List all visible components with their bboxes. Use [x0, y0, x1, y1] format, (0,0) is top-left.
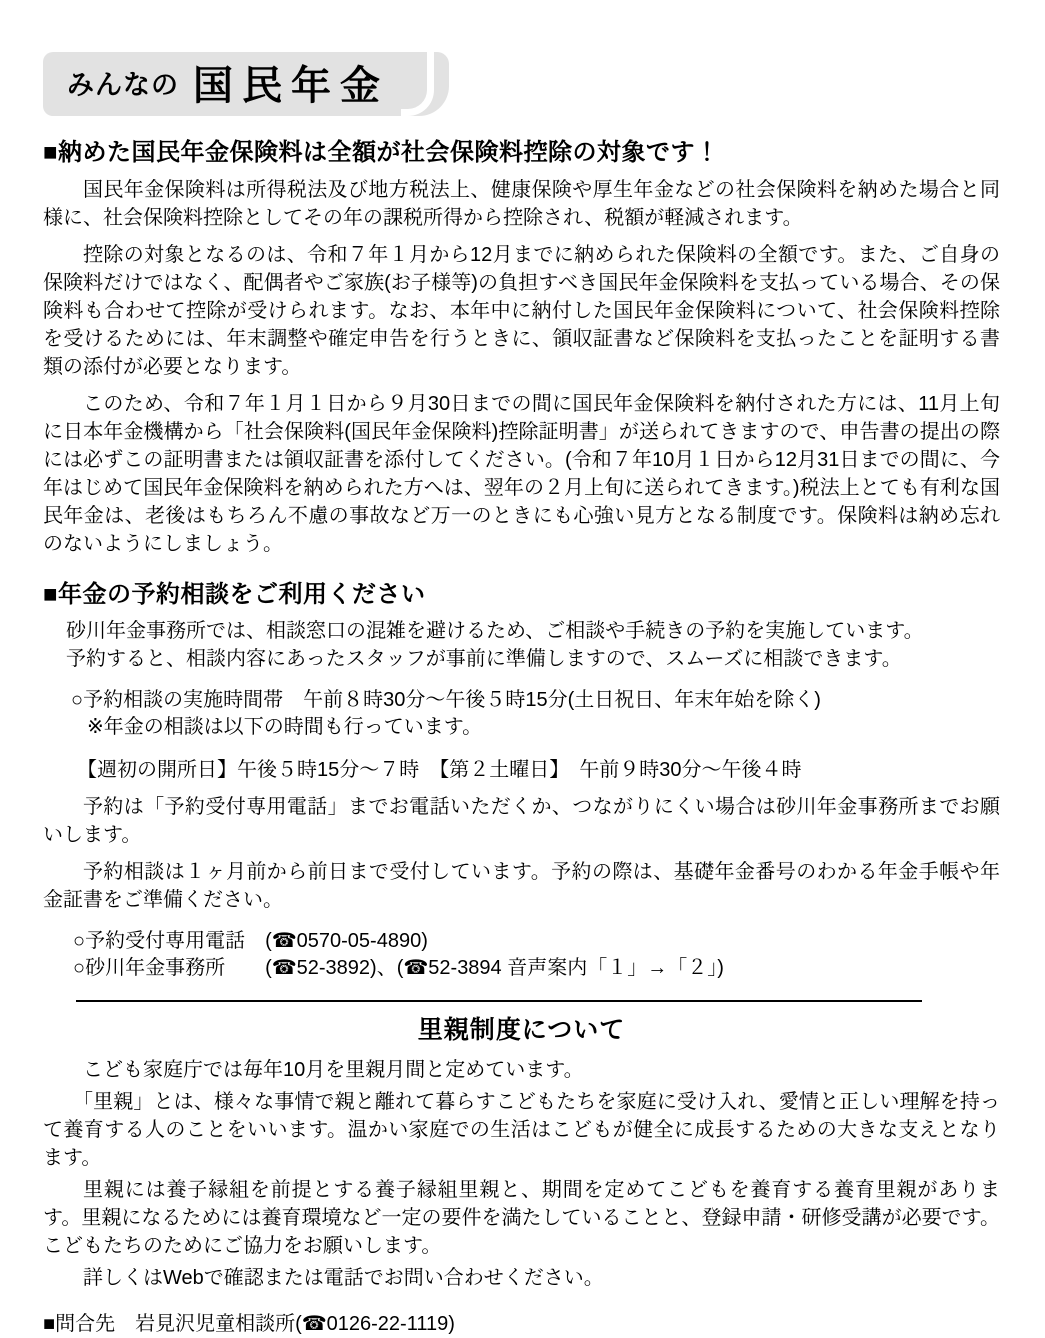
paragraph-reservation-2: 予約相談は１ヶ月前から前日まで受付しています。予約の際は、基礎年金番号のわかる年金手帳や年金証書をご準備ください。	[43, 861, 1000, 911]
paragraph-deduction-3: このため、令和７年１月１日から９月30日までの間に国民年金保険料を納付された方には、11月上旬に日本年金機構から「社会保険料(国民年金保険料)控除証明書」が送られてきますので、申告書の提出の際には必ずこの証明書または領収証書を添付してください。(令和７年10月１日から12月31日までの間に、今年はじめて国民年金保険料を納められた方へは、翌年の２月上旬に送られてきます。)税法上とても有利な国民年金は、老後はもちろん不慮の事故など万一のときにも心強い見方となる制度です。保険料は納め忘れのないようにしましょう。	[43, 393, 1000, 555]
paragraph-foster-2: 「里親」とは、様々な事情で親と離れて暮らすこどもたちを家庭に受け入れ、愛情と正しい理解を持って養育する人のことをいいます。温かい家庭での生活はこどもが健全に成長するための大きな支えとなります。	[43, 1091, 1000, 1169]
national-pension-badge	[43, 52, 449, 116]
pension-deduction-section	[43, 132, 1000, 558]
badge-prefix-label: みんなの	[67, 69, 179, 100]
reservation-hours-note: ※年金の相談は以下の時間も行っています。	[87, 716, 483, 738]
paragraph-foster-1: こども家庭庁では毎年10月を里親月間と定めています。	[83, 1059, 584, 1081]
foster-contact-info: ■問合先 岩見沢児童相談所(☎0126-22-1119)	[43, 1313, 455, 1335]
paragraph-deduction-1: 国民年金保険料は所得税法及び地方税法上、健康保険や厚生年金などの社会保険料を納めた場合と同様に、社会保険料控除としてその年の課税所得から控除され、税額が軽減されます。	[43, 179, 1000, 229]
section-heading-deduction: ■納めた国民年金保険料は全額が社会保険料控除の対象です！	[43, 139, 720, 166]
paragraph-foster-3: 里親には養子縁組を前提とする養子縁組里親と、期間を定めてこどもを養育する養育里親があります。里親になるためには養育環境など一定の要件を満たしていることと、登録申請・研修受講が必要です。こどもたちのためにご協力をお願いします。	[43, 1179, 1000, 1257]
reservation-intro	[66, 617, 1000, 673]
phone-reservation-dedicated: ○予約受付専用電話 (☎0570-05-4890)	[73, 930, 428, 952]
pension-reservation-section	[43, 574, 1000, 982]
paragraph-reservation-1: 予約は「予約受付専用電話」までお電話いただくか、つながりにくい場合は砂川年金事務所までお願いします。	[43, 796, 1000, 846]
foster-system-section	[43, 1010, 1000, 1338]
paragraph-foster-4: 詳しくはWebで確認または電話でお問い合わせください。	[83, 1267, 604, 1289]
foster-section-heading: 里親制度について	[417, 1016, 626, 1044]
section-divider	[76, 1000, 922, 1002]
phone-sunagawa-office: ○砂川年金事務所 (☎52-3892)、(☎52-3894 音声案内「１」→「２」)	[73, 957, 724, 979]
section-heading-reservation: ■年金の予約相談をご利用ください	[43, 581, 426, 608]
reservation-intro-line-1: 砂川年金事務所では、相談窓口の混雑を避けるため、ご相談や手続きの予約を実施しています。	[66, 620, 924, 642]
reservation-intro-line-2: 予約すると、相談内容にあったスタッフが事前に準備しますので、スムーズに相談できます。	[66, 648, 902, 670]
reservation-extra-hours: 【週初の開所日】午後５時15分～７時 【第２土曜日】 午前９時30分～午後４時	[77, 759, 802, 781]
reservation-phone-list	[43, 928, 1000, 982]
paragraph-deduction-2: 控除の対象となるのは、令和７年１月から12月までに納められた保険料の全額です。また、ご自身の保険料だけではなく、配偶者やご家族(お子様等)の負担すべき国民年金保険料を支払っている場合、その保険料も合わせて控除が受けられます。なお、本年中に納付した国民年金保険料について、社会保険料控除を受けるためには、年末調整や確定申告を行うときに、領収証書など保険料を支払ったことを証明する書類の添付が必要となります。	[43, 244, 1000, 378]
badge-title-label: 国民年金	[193, 63, 389, 108]
reservation-hours: ○予約相談の実施時間帯 午前８時30分～午後５時15分(土日祝日、年末年始を除く)	[71, 689, 821, 711]
